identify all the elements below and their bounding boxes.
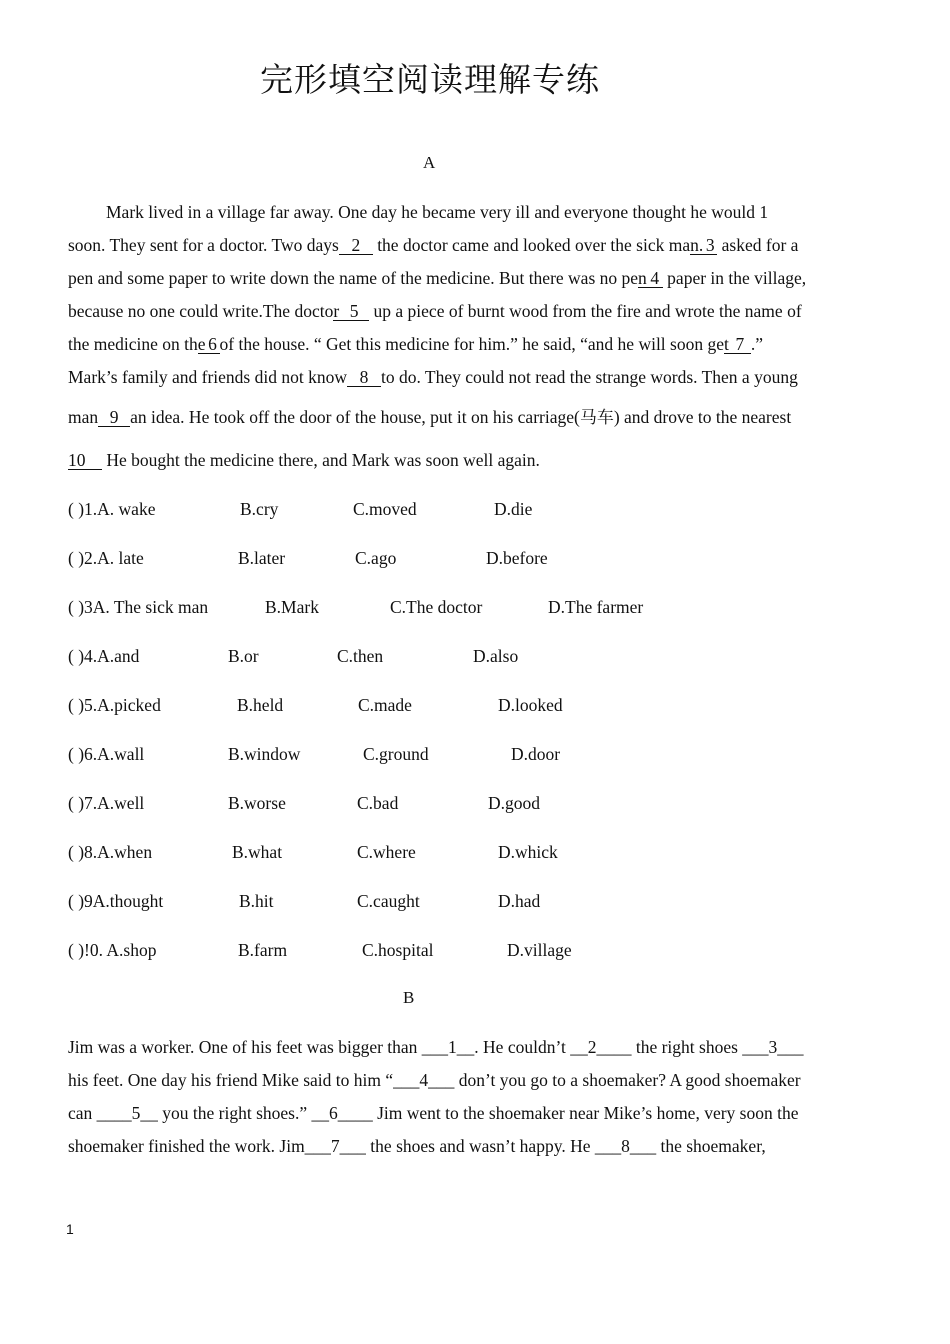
page-number: 1 <box>66 1221 74 1237</box>
blank-7: 7 <box>729 335 751 354</box>
blank-5-underline: r <box>333 301 340 321</box>
blank-3-underline: n. <box>690 235 704 255</box>
document-page: 完形填空阅读理解专练 A Mark lived in a village far away. One day he became very ill and everyone thought he would 1 soon. They sent for a doctor. Two days 2 the doctor came and looked over the sick man.3 asked for a pen and some paper to write down the name of the medicine. But there was no pen 4 paper in the village, because no one could write.The doctor 5 up a piece of burnt wood from the fire and wrote the name of the medicine on the 6 of the house. “ Get this medicine for him.” he said, “and he will soon get 7 .” Mark’s family and friends did not know 8 to do. They could not read the strange words. Then a young man 9 an idea. He took off the door of the house, put it on his carriage(马车) and drove to the nearest 10 He bought the medicine there, and Mark was soon well again. ( )1.A. wake B.cry C.moved D.die ( )2.A. late B.later C.ago D.before ( )3A. The sick man B.Mark C.The doctor D.The farmer ( )4.A.and B.or C.then D.also ( )5.A.picked B.held C.made D.looked ( )6.A.wall B.window C.ground D.door ( )7.A.well B.worse C.bad D.good ( )8.A.when B.what C.where D.whick ( )9A.thought B.hit C.caught D.had ( )!0. A.shop B.farm C.hospital D.village B Jim was a worker. One of his feet was bigger than ___1__. He couldn’t __2____ the right shoes ___3___ his feet. One day his friend Mike said to him “___4___ don’t you go to a shoemaker? A good shoemaker can ____5__ you the right shoes.” __6____ Jim went to the shoemaker near Mike’s home, very soon the shoemaker finished the work. Jim___7___ the shoes and wasn’t happy. He ___8___ the shoemaker, 1 <box>0 0 950 1344</box>
passage-line: his feet. One day his friend Mike said to him “___4___ don’t you go to a shoemaker? A good shoemaker <box>68 1070 801 1090</box>
blank-6: 6 <box>206 335 220 354</box>
passage-line: can ____5__ you the right shoes.” __6____ Jim went to the shoemaker near Mike’s home, very soon the <box>68 1103 799 1123</box>
section-a-label: A <box>423 153 436 172</box>
blank-10: 10 <box>68 451 102 470</box>
passage-line: Mark lived in a village far away. One day he became very ill and everyone thought he would 1 <box>106 202 769 222</box>
blank-9: 9 <box>98 408 130 427</box>
section-b-label: B <box>403 988 415 1007</box>
passage-line: 10 He bought the medicine there, and Mark was soon well again. <box>68 450 540 470</box>
blank-7-underline: t <box>724 334 729 354</box>
passage-line: pen and some paper to write down the name of the medicine. But there was no pen 4 paper in the village, <box>68 268 807 288</box>
blank-3: 3 <box>703 236 717 255</box>
blank-5: 5 <box>339 302 369 321</box>
passage-line: Jim was a worker. One of his feet was bigger than ___1__. He couldn’t __2____ the right shoes ___3___ <box>68 1037 804 1057</box>
blank-2: 2 <box>339 236 373 255</box>
passage-line: the medicine on the 6 of the house. “ Get this medicine for him.” he said, “and he will soon get 7 .” <box>68 334 764 354</box>
passage-line: Mark’s family and friends did not know 8 to do. They could not read the strange words. Then a young <box>68 367 798 387</box>
blank-6-underline: e <box>197 334 206 354</box>
page-title: 完形填空阅读理解专练 <box>260 60 600 99</box>
passage-line: shoemaker finished the work. Jim___7___ the shoes and wasn’t happy. He ___8___ the shoemaker, <box>68 1136 766 1156</box>
blank-4: 4 <box>647 269 663 288</box>
blank-4-underline: n <box>638 268 647 288</box>
passage-line: because no one could write.The doctor 5 up a piece of burnt wood from the fire and wrote the name of <box>68 301 802 321</box>
passage-line: soon. They sent for a doctor. Two days 2 the doctor came and looked over the sick man.3 asked for a <box>68 235 799 255</box>
blank-8: 8 <box>347 368 381 387</box>
passage-line: man 9 an idea. He took off the door of the house, put it on his carriage(马车) and drove to the nearest <box>68 407 792 428</box>
